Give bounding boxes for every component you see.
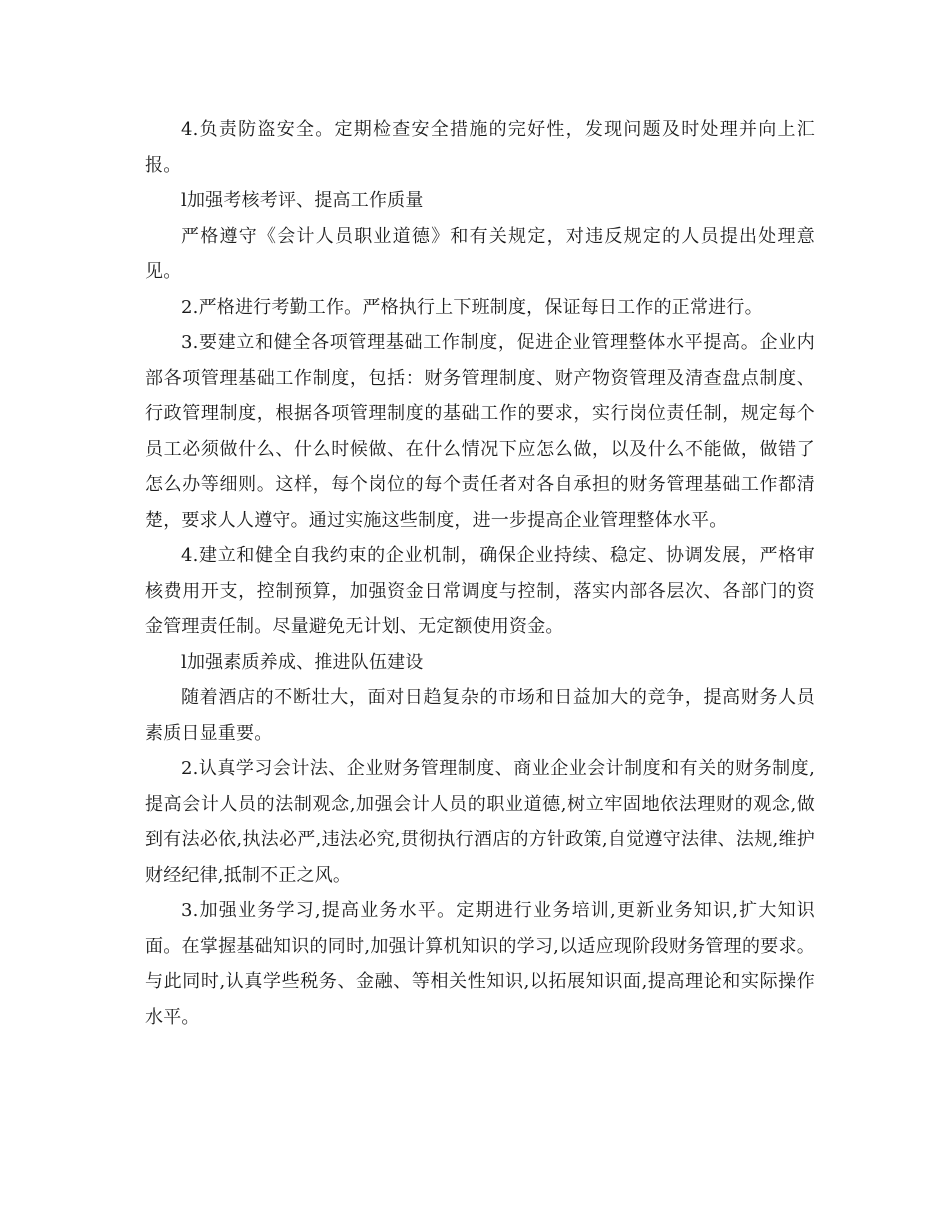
paragraph-business-study: 3.加强业务学习,提高业务水平。定期进行业务培训,更新业务知识,扩大知识面。在掌握基础知识的同时,加强计算机知识的学习,以适应现阶段财务管理的要求。与此同时,认真学些税务、金融、等相关性知识,以拓展知识面,提高理论和实际操作水平。 — [145, 900, 815, 1028]
paragraph-ethics: 严格遵守《会计人员职业道德》和有关规定，对违反规定的人员提出处理意见。 — [145, 225, 815, 282]
paragraph-self-discipline: 4.建立和健全自我约束的企业机制，确保企业持续、稳定、协调发展，严格审核费用开支，控制预算，加强资金日常调度与控制，落实内部各层次、各部门的资金管理责任制。尽量避免无计划、无定额使用资金。 — [145, 545, 815, 637]
heading-quality-building: l加强素质养成、推进队伍建设 — [181, 651, 424, 673]
document-body — [145, 112, 815, 1035]
paragraph-staff-quality: 随着酒店的不断壮大，面对日趋复杂的市场和日益加大的竞争，提高财务人员素质日显重要。 — [145, 687, 815, 744]
paragraph-attendance: 2.严格进行考勤工作。严格执行上下班制度，保证每日工作的正常进行。 — [181, 296, 763, 318]
paragraph-management-system: 3.要建立和健全各项管理基础工作制度，促进企业管理整体水平提高。企业内部各项管理基础工作制度，包括：财务管理制度、财产物资管理及清查盘点制度、行政管理制度，根据各项管理制度的基础工作的要求，实行岗位责任制，规定每个员工必须做什么、什么时候做、在什么情况下应怎么做，以及什么不能做，做错了怎么办等细则。这样，每个岗位的每个责任者对各自承担的财务管理基础工作都清楚，要求人人遵守。通过实施这些制度，进一步提高企业管理整体水平。 — [145, 332, 815, 531]
paragraph-law-study: 2.认真学习会计法、企业财务管理制度、商业企业会计制度和有关的财务制度,提高会计人员的法制观念,加强会计人员的职业道德,树立牢固地依法理财的观念,做到有法必依,执法必严,违法必究,贯彻执行酒店的方针政策,自觉遵守法律、法规,维护财经纪律,抵制不正之风。 — [145, 758, 815, 886]
heading-assessment: l加强考核考评、提高工作质量 — [181, 190, 424, 211]
paragraph-security-duty: 4.负责防盗安全。定期检查安全措施的完好性，发现问题及时处理并向上汇报。 — [145, 119, 815, 176]
